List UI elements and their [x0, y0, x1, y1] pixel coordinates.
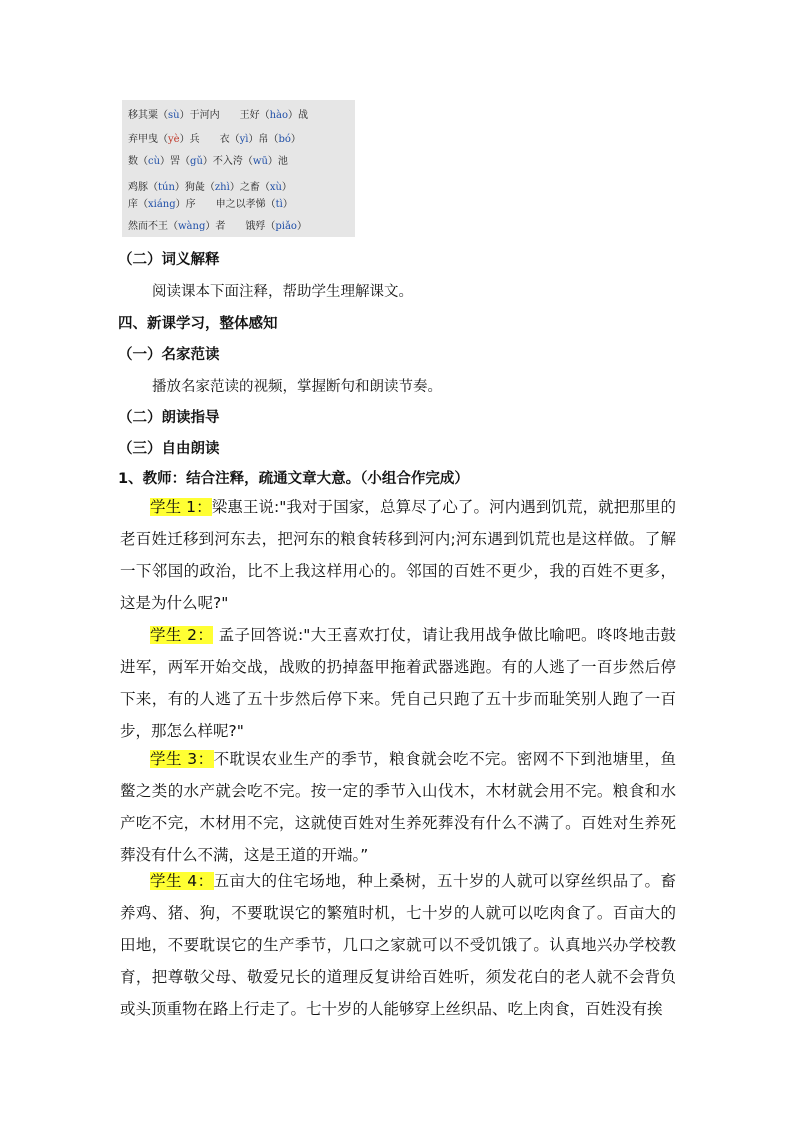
pinyin-line [128, 178, 292, 193]
pinyin-word: 庠（ [128, 199, 148, 210]
pinyin-reading: piǎo [275, 221, 297, 232]
pinyin-word: ） [290, 134, 301, 145]
pinyin-reading: tì [275, 199, 283, 210]
student-tag: 学生 2： [150, 626, 214, 644]
student-paragraph-1 [120, 491, 676, 619]
pinyin-word: ）帛（ [248, 134, 279, 145]
pinyin-word: ）者 [205, 221, 226, 232]
student-text: 梁惠王说:"我对于国家，总算尽了心了。河内遇到饥荒，就把那里的老百姓迁移到河东去，把河东的粮食转移到河内;河东遇到饥荒也是这样做。了解一下邻国的政治，比不上我这样用心的。邻国的百姓不更少，我的百姓不更多，这是为什么呢?" [120, 498, 676, 612]
pinyin-reading: cù [148, 156, 161, 167]
pinyin-reading: xiáng [148, 199, 176, 210]
pinyin-word: ）池 [267, 156, 288, 167]
pinyin-line [128, 106, 308, 121]
pinyin-reading: bó [278, 134, 291, 145]
student-tag: 学生 3： [150, 750, 214, 768]
pinyin-reading: yì [239, 134, 249, 145]
pinyin-word: ）不入洿（ [202, 156, 253, 167]
pinyin-word: ）于河内 [179, 110, 220, 121]
pinyin-reading: xù [269, 182, 282, 193]
heading-langdu: （二）朗读指导 [118, 410, 220, 426]
pinyin-word: ） [282, 199, 293, 210]
pinyin-reading: wàng [178, 221, 206, 232]
heading-teacher: 1、教师：结合注释，疏通文章大意。（小组合作完成） [118, 471, 469, 487]
pinyin-line [128, 152, 288, 167]
pinyin-image [122, 100, 355, 237]
pinyin-reading: sù [168, 110, 180, 121]
pinyin-word: ） [281, 182, 292, 193]
pinyin-line [128, 195, 293, 210]
student-paragraph-3 [120, 743, 676, 871]
student-text: 孟子回答说:"大王喜欢打仗，请让我用战争做比喻吧。咚咚地击鼓进军，两军开始交战，战败的扔掉盔甲拖着武器逃跑。有的人逃了一百步然后停下来，有的人逃了五十步然后停下来。凭自己只跑了五十步而耻笑别人跑了一百步，那怎么样呢?" [120, 626, 676, 740]
pinyin-word: ） [296, 221, 307, 232]
student-text: 不耽误农业生产的季节，粮食就会吃不完。密网不下到池塘里，鱼鳖之类的水产就会吃不完。按一定的季节入山伐木，木材就会用不完。粮食和水产吃不完，木材用不完，这就使百姓对生养死葬没有什么不满了。百姓对生养死葬没有什么不满，这是王道的开端。” [120, 750, 676, 864]
pinyin-line [128, 130, 301, 145]
pinyin-word: ）之畜（ [229, 182, 270, 193]
pinyin-reading: yè [168, 134, 180, 145]
pinyin-word: 数（ [128, 156, 148, 167]
heading-section-four: 四、新课学习，整体感知 [118, 316, 278, 332]
pinyin-word: ）兵 [179, 134, 200, 145]
pinyin-reading: hào [269, 110, 289, 121]
student-paragraph-2 [120, 619, 676, 747]
text-mingjia: 播放名家范读的视频，掌握断句和朗读节奏。 [152, 379, 442, 395]
heading-ciyi: （二）词义解释 [118, 252, 220, 268]
heading-ziyou: （三）自由朗读 [118, 441, 220, 457]
pinyin-reading: zhì [214, 182, 230, 193]
pinyin-word: 饿殍（ [225, 221, 276, 232]
text-ciyi: 阅读课本下面注释，帮助学生理解课文。 [152, 284, 413, 300]
student-tag: 学生 4： [150, 872, 214, 890]
student-paragraph-4 [120, 865, 676, 1025]
pinyin-line [128, 217, 307, 232]
pinyin-word: ）狗彘（ [174, 182, 215, 193]
pinyin-word: 移其粟（ [128, 110, 168, 121]
pinyin-word: 衣（ [199, 134, 240, 145]
pinyin-word: 鸡豚（ [128, 182, 158, 193]
pinyin-word: 弃甲曳（ [128, 134, 168, 145]
pinyin-word: ）战 [288, 110, 309, 121]
pinyin-word: 申之以孝悌（ [195, 199, 276, 210]
pinyin-reading: tún [158, 182, 175, 193]
pinyin-word: ）罟（ [160, 156, 191, 167]
student-text: 五亩大的住宅场地，种上桑树，五十岁的人就可以穿丝织品了。畜养鸡、猪、狗，不要耽误它的繁殖时机，七十岁的人就可以吃肉食了。百亩大的田地，不要耽误它的生产季节，几口之家就可以不受饥饿了。认真地兴办学校教育，把尊敬父母、敬爱兄长的道理反复讲给百姓听，须发花白的老人就不会背负或头顶重物在路上行走了。七十岁的人能够穿上丝织品、吃上肉食，百姓没有挨 [120, 872, 676, 1018]
student-tag: 学生 1： [150, 498, 212, 516]
heading-mingjia: （一）名家范读 [118, 347, 220, 363]
pinyin-reading: wū [252, 156, 268, 167]
pinyin-word: 王好（ [219, 110, 270, 121]
pinyin-word: ）序 [175, 199, 196, 210]
pinyin-word: 然而不王（ [128, 221, 178, 232]
pinyin-reading: gǔ [190, 156, 203, 167]
